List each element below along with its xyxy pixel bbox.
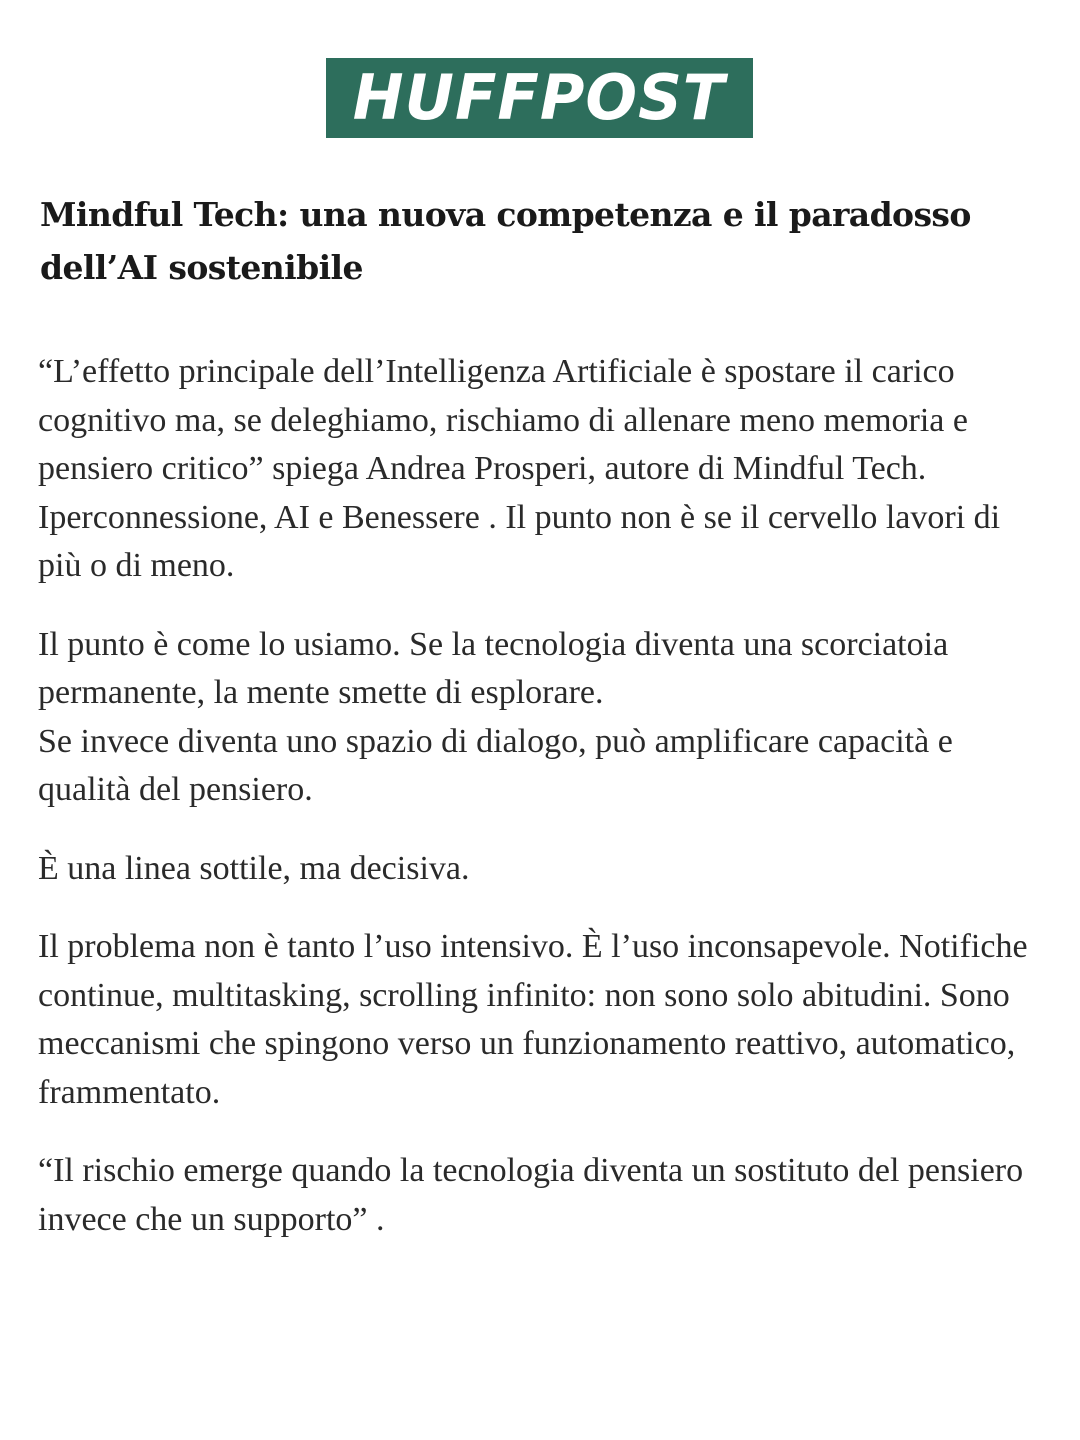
- logo-text: HUFFPOST: [353, 61, 726, 134]
- paragraph-1: “L’effetto principale dell’Intelligenza Artificiale è spostare il carico cognitivo ma, se deleghiamo, rischiamo di allenare meno memoria e pensiero critico” spiega Andrea Prosperi, autore di Mindful Tech. Iperconnessione, AI e Benessere . Il punto non è se il cervello lavori di più o di meno.: [38, 353, 1001, 584]
- paragraph-4: Il problema non è tanto l’uso intensivo. È l’uso inconsapevole. Notifiche continue, multitasking, scrolling infinito: non sono solo abitudini. Sono meccanismi che spingono verso un funzionamento reattivo, automatico, frammentato.: [38, 928, 1028, 1111]
- paragraph-3: È una linea sottile, ma decisiva.: [38, 849, 470, 887]
- article-body: [38, 348, 1048, 1274]
- paragraph-5: “Il rischio emerge quando la tecnologia diventa un sostituto del pensiero invece che un supporto” .: [38, 1152, 1024, 1238]
- paragraph-2: Il punto è come lo usiamo. Se la tecnologia diventa una scorciatoia permanente, la mente smette di esplorare. Se invece diventa uno spazio di dialogo, può amplificare capacità e qualità del pensiero.: [38, 625, 953, 808]
- huffpost-logo[interactable]: [326, 58, 753, 138]
- article-title: Mindful Tech: una nuova competenza e il paradosso dell’AI sostenibile: [40, 195, 971, 287]
